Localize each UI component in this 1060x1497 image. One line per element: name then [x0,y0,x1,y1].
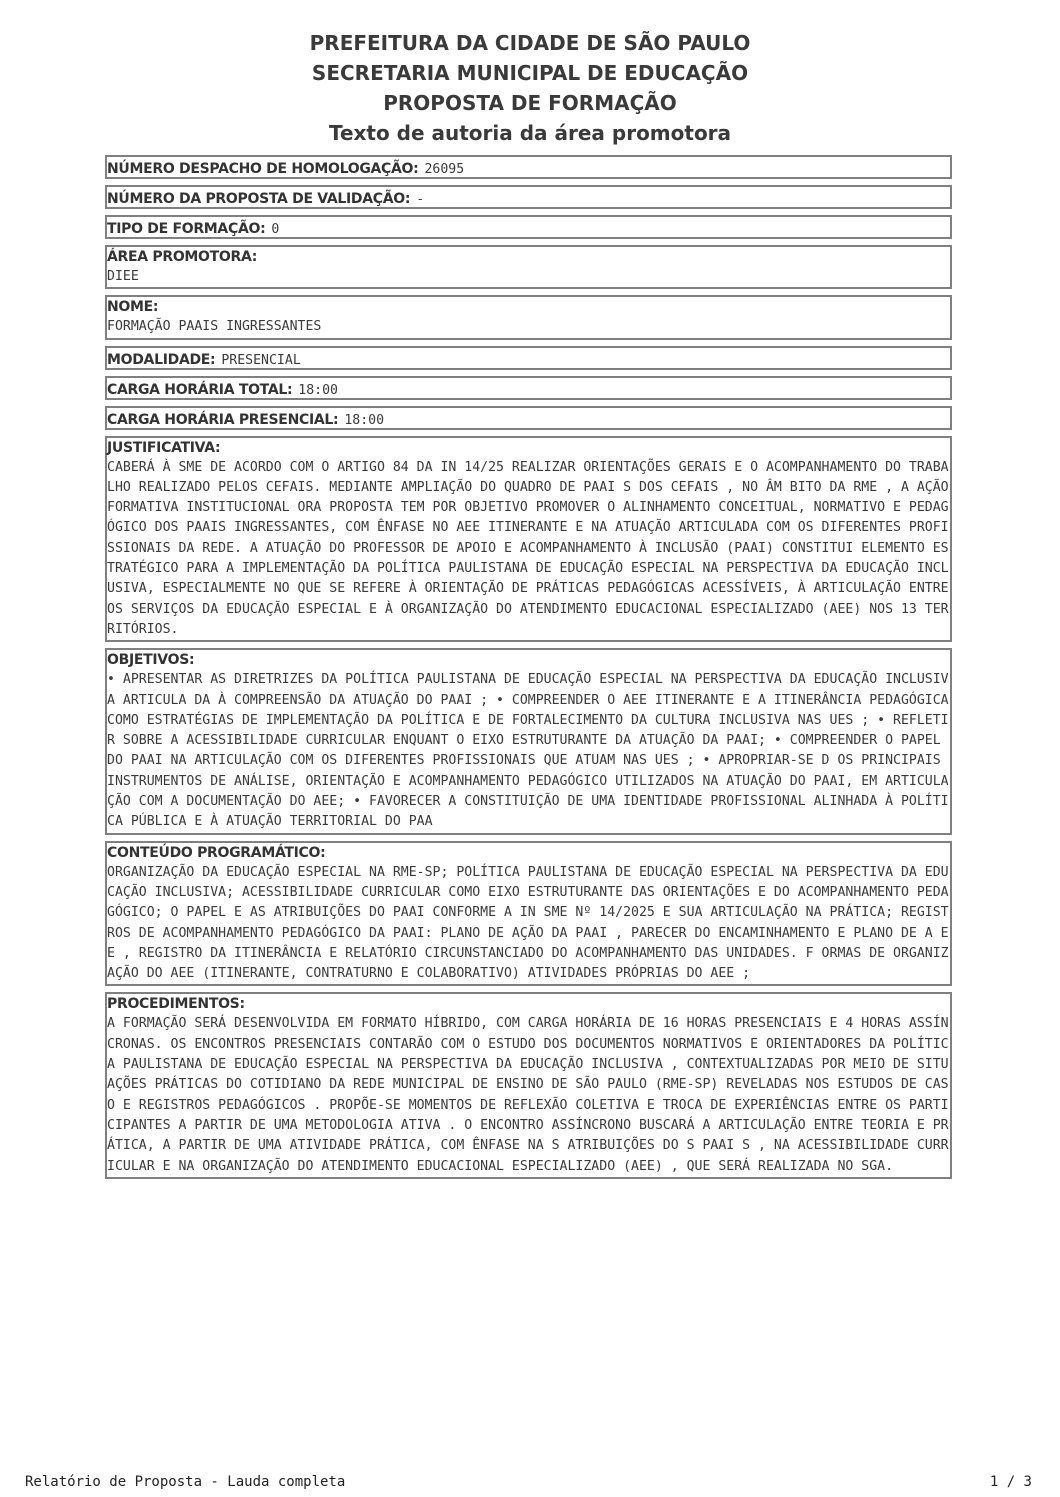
field-conteudo-value: ORGANIZAÇÃO DA EDUCAÇÃO ESPECIAL NA RME-SP; POLÍTICA PAULISTANA DE EDUCAÇÃO ESPECIAL NA PERSPECTIVA DA EDUCAÇÃO INCLUSIVA; ACESSIBILIDADE CURRICULAR COMO EIXO ESTRUTURANTE DAS ORIENTAÇÕES E DO ACOMPANHAMENTO PEDAGÓGICO; O PAPEL E AS ATRIBUIÇÕES DO PAAI CONFORME A IN SME Nº 14/2025 E SUA ARTICULAÇÃO NA PRÁTICA; REGISTROS DE ACOMPANHAMENTO PEDAGÓGICO DA PAAI: PLANO DE AÇÃO DA PAAI , PARECER DO ENCAMINHAMENTO E PLANO DE A EE , REGISTRO DA ITINERÂNCIA E RELATÓRIO CIRCUNSTANCIADO DO ACOMPANHAMENTO DAS UNIDADES. F ORMAS DE ORGANIZAÇÃO DO AEE (ITINERANTE, CONTRATURNO E COLABORATIVO) ATIVIDADES PRÓPRIAS DO AEE ; [107,864,949,982]
field-despacho [105,155,952,179]
footer-page-number: 1 / 3 [989,1474,1032,1490]
field-conteudo-label: CONTEÚDO PROGRAMÁTICO: [107,844,326,861]
field-tipo [105,215,952,239]
field-justificativa [105,436,957,643]
field-area-value: DIEE [107,269,139,284]
field-despacho-value: 26095 [424,162,465,177]
field-nome-label: NOME: [107,299,159,316]
field-objetivos [105,648,957,834]
header-subtitle: Texto de autoria da área promotora [328,121,732,145]
field-conteudo [105,841,952,987]
header-prefeitura: PREFEITURA DA CIDADE DE SÃO PAULO [309,31,751,55]
field-carga-presencial-label: CARGA HORÁRIA PRESENCIAL: [107,411,339,428]
field-tipo-label: TIPO DE FORMAÇÃO: [107,221,266,237]
footer-report-title: Relatório de Proposta - Lauda completa [25,1474,346,1490]
field-nome [105,295,952,339]
field-modalidade-value: PRESENCIAL [221,352,301,368]
field-area [105,245,952,289]
field-tipo-value: 0 [271,222,280,237]
field-despacho-label: NÚMERO DESPACHO DE HOMOLOGAÇÃO: [107,161,419,177]
header-secretaria: SECRETARIA MUNICIPAL DE EDUCAÇÃO [311,61,749,85]
field-procedimentos-label: PROCEDIMENTOS: [107,996,245,1013]
field-carga-total-value: 18:00 [298,382,338,398]
field-objetivos-value: • APRESENTAR AS DIRETRIZES DA POLÍTICA PAULISTANA DE EDUCAÇÃO ESPECIAL NA PERSPECTIVA DA EDUCAÇÃO INCLUSIV A ARTICULA DA À COMPREENSÃO DA ATUAÇÃO DO PAAI ; • COMPREENDER O AEE ITINERANTE E A ITINERÂNCIA PEDAGÓGICA COMO ESTRATÉGIAS DE IMPLEMENTAÇÃO DA POLÍTICA E DE FORTALECIMENTO DA CULTURA INCLUSIVA NAS UES ; • REFLETIR SOBRE A ACESSIBILIDADE CURRICULAR ENQUANT O EIXO ESTRUTURANTE DA ATUAÇÃO DA PAAI; • COMPREENDER O PAPEL DO PAAI NA ARTICULAÇÃO COM OS DIFERENTES PROFISSIONAIS QUE ATUAM NAS UES ; • APROPRIAR-SE D OS PRINCIPAIS INSTRUMENTOS DE ANÁLISE, ORIENTAÇÃO E ACOMPANHAMENTO PEDAGÓGICO UTILIZADOS NA ATUAÇÃO DO PAAI, EM ARTICULAÇÃO COM A DOCUMENTAÇÃO DO AEE; • FAVORECER A CONSTITUIÇÃO DE UMA IDENTIDADE PROFISSIONAL ALINHADA À POLÍTICA PÚBLICA E À ATUAÇÃO TERRITORIAL DO PAA [107,672,957,830]
field-validacao [105,185,952,209]
field-procedimentos [105,992,952,1178]
header-proposta: PROPOSTA DE FORMAÇÃO [383,91,677,115]
field-modalidade-label: MODALIDADE: [107,351,216,368]
field-nome-value: FORMAÇÃO PAAIS INGRESSANTES [107,319,322,335]
document-header [0,28,1060,148]
field-procedimentos-value: A FORMAÇÃO SERÁ DESENVOLVIDA EM FORMATO HÍBRIDO, COM CARGA HORÁRIA DE 16 HORAS PRESENCIAIS E 4 HORAS ASSÍNCRONAS. OS ENCONTROS PRESENCIAIS CONTARÃO COM O ESTUDO DOS DOCUMENTOS NORMATIVOS E ORIENTADORES DA POLÍTICA PAULISTANA DE EDUCAÇÃO ESPECIAL NA PERSPECTIVA DA EDUCAÇÃO INCLUSIVA , CONTEXTUALIZADAS POR MEIO DE SITUAÇÕES PRÁTICAS DO COTIDIANO DA REDE MUNICIPAL DE ENSINO DE SÃO PAULO (RME-SP) REVELADAS NOS ESTUDOS DE CASO E REGISTROS PEDAGÓGICOS . PROPÕE-SE MOMENTOS DE REFLEXÃO COLETIVA E TROCA DE EXPERIÊNCIAS ENTRE OS PARTICIPANTES A PARTIR DE UMA METODOLOGIA ATIVA . O ENCONTRO ASSÍNCRONO BUSCARÁ A ARTICULAÇÃO ENTRE TEORIA E PRÁTICA, A PARTIR DE UMA ATIVIDADE PRÁTICA, COM ÊNFASE NA S ATRIBUIÇÕES DO S PAAI S , NA ACESSIBILIDADE CURRICULAR E NA ORGANIZAÇÃO DO ATENDIMENTO EDUCACIONAL ESPECIALIZADO (AEE) , QUE SERÁ REALIZADA NO SGA. [107,1016,949,1174]
field-validacao-label: NÚMERO DA PROPOSTA DE VALIDAÇÃO: [107,191,411,207]
field-carga-total-label: CARGA HORÁRIA TOTAL: [107,381,293,398]
field-carga-total [105,376,952,400]
form-fields [105,155,957,1185]
field-justificativa-value: CABERÁ À SME DE ACORDO COM O ARTIGO 84 DA IN 14/25 REALIZAR ORIENTAÇÕES GERAIS E O ACOMPANHAMENTO DO TRABALHO REALIZADO PELOS CEFAIS. MEDIANTE AMPLIAÇÃO DO QUADRO DE PAAI S DOS CEFAIS , NO ÂM BITO DA RME , A AÇÃO FORMATIVA INSTITUCIONAL ORA PROPOSTA TEM POR OBJETIVO PROMOVER O ALINHAMENTO CONCEITUAL, NORMATIVO E PEDAGÓGICO DOS PAAIS INGRESSANTES, COM ÊNFASE NO AEE ITINERANTE E NA ATUAÇÃO ARTICULADA COM OS DIFERENTES PROFISSIONAIS DA REDE. A ATUAÇÃO DO PROFESSOR DE APOIO E ACOMPANHAMENTO À INCLUSÃO (PAAI) CONSTITUI ELEMENTO ESTRATÉGICO PARA A IMPLEMENTAÇÃO DA POLÍTICA PAULISTANA DE EDUCAÇÃO ESPECIAL NA PERSPECTIVA DA EDUCAÇÃO INCLUSIVA, ESPECIALMENTE NO QUE SE REFERE À ORIENTAÇÃO DE PRÁTICAS PEDAGÓGICAS ACESSÍVEIS, À ARTICULAÇÃO ENTRE OS SERVIÇOS DA EDUCAÇÃO ESPECIAL E À ORGANIZAÇÃO DO ATENDIMENTO EDUCACIONAL ESPECIALIZADO (AEE) NOS 13 TERRITÓRIOS. [107,459,957,637]
field-justificativa-label: JUSTIFICATIVA: [107,439,221,456]
field-carga-presencial-value: 18:00 [344,412,385,428]
field-carga-presencial [105,406,952,430]
field-objetivos-label: OBJETIVOS: [107,652,195,669]
field-modalidade [105,346,952,370]
field-validacao-value: - [416,192,425,207]
field-area-label: ÁREA PROMOTORA: [107,249,258,265]
